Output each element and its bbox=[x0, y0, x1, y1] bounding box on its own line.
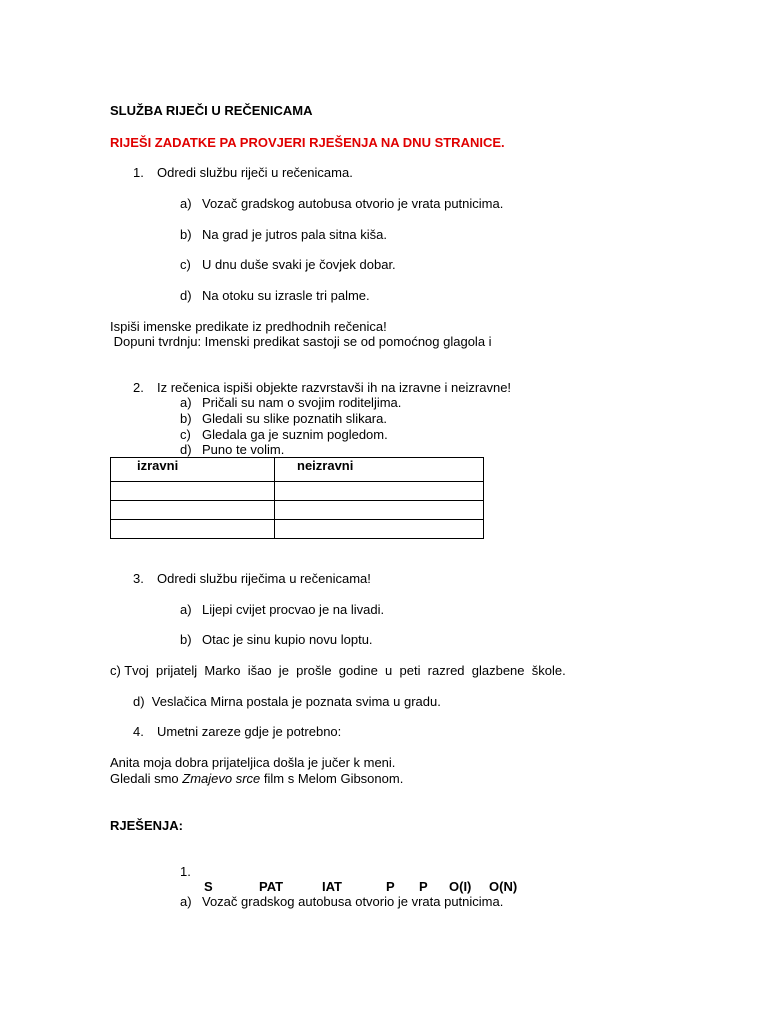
solutions-heading: RJEŠENJA: bbox=[110, 818, 183, 833]
header-neizravni: neizravni bbox=[275, 458, 484, 482]
item-text: Gledala ga je suznim pogledom. bbox=[202, 427, 388, 442]
item-text: Na grad je jutros pala sitna kiša. bbox=[202, 227, 387, 242]
table-cell[interactable] bbox=[111, 501, 275, 520]
item-text: Otac je sinu kupio novu loptu. bbox=[202, 632, 373, 647]
item-text: Vozač gradskog autobusa otvorio je vrata putnicima. bbox=[202, 894, 504, 909]
task-3-item-c: c) Tvoj prijatelj Marko išao je prošle godine u peti razred glazbene škole. bbox=[110, 663, 566, 678]
header-izravni: izravni bbox=[111, 458, 275, 482]
task-2 bbox=[133, 380, 511, 395]
table-row bbox=[111, 501, 484, 520]
item-text: U dnu duše svaki je čovjek dobar. bbox=[202, 257, 396, 272]
item-text: Lijepi cvijet procvao je na livadi. bbox=[202, 602, 385, 617]
task-number: 4. bbox=[133, 724, 144, 739]
table-cell[interactable] bbox=[111, 482, 275, 501]
line-text: film s Melom Gibsonom. bbox=[260, 771, 404, 786]
item-letter: b) bbox=[180, 227, 192, 242]
table-cell[interactable] bbox=[275, 520, 484, 539]
task-text: Odredi službu riječi u rečenicama. bbox=[157, 165, 353, 180]
task-text: Umetni zareze gdje je potrebno: bbox=[157, 724, 342, 739]
task-2-item-c bbox=[180, 427, 388, 442]
task-2-item-d bbox=[180, 442, 284, 457]
task-4 bbox=[133, 724, 341, 739]
task-1-item-a bbox=[180, 196, 503, 211]
task-3-item-a bbox=[180, 602, 384, 617]
task-number: 3. bbox=[133, 571, 144, 586]
task-number: 2. bbox=[133, 380, 144, 395]
objects-table bbox=[110, 457, 484, 539]
item-text: Na otoku su izrasle tri palme. bbox=[202, 288, 370, 303]
item-letter: d) bbox=[180, 288, 192, 303]
solution-number: 1. bbox=[180, 864, 191, 879]
task-3 bbox=[133, 571, 371, 586]
item-letter: a) bbox=[180, 196, 192, 211]
task-4-line-2 bbox=[110, 771, 403, 786]
item-text: Gledali su slike poznatih slikara. bbox=[202, 411, 387, 426]
item-letter: b) bbox=[180, 411, 192, 426]
table-header-row bbox=[111, 458, 484, 482]
solution-item-a bbox=[180, 894, 503, 909]
task-3-item-d: d) Veslačica Mirna postala je poznata svima u gradu. bbox=[133, 694, 441, 709]
table-cell[interactable] bbox=[275, 501, 484, 520]
task-1-note-1: Ispiši imenske predikate iz predhodnih rečenica! bbox=[110, 319, 387, 334]
line-text: Gledali smo bbox=[110, 771, 183, 786]
label-predicate-1: P bbox=[386, 879, 395, 894]
task-1 bbox=[133, 165, 353, 180]
table-cell[interactable] bbox=[111, 520, 275, 539]
table-row bbox=[111, 482, 484, 501]
page-title: SLUŽBA RIJEČI U REČENICAMA bbox=[110, 103, 313, 118]
task-2-item-a bbox=[180, 395, 401, 410]
item-text: Puno te volim. bbox=[202, 442, 285, 457]
task-2-item-b bbox=[180, 411, 387, 426]
task-1-note-2: Dopuni tvrdnju: Imenski predikat sastoji se od pomoćnog glagola i bbox=[110, 334, 492, 349]
task-text: Iz rečenica ispiši objekte razvrstavši ih na izravne i neizravne! bbox=[157, 380, 512, 395]
item-letter: a) bbox=[180, 894, 192, 909]
item-letter: a) bbox=[180, 395, 192, 410]
task-4-line-1: Anita moja dobra prijateljica došla je jučer k meni. bbox=[110, 755, 396, 770]
label-object-direct: O(I) bbox=[449, 879, 472, 894]
task-1-item-d bbox=[180, 288, 370, 303]
item-letter: c) bbox=[180, 427, 191, 442]
table-cell[interactable] bbox=[275, 482, 484, 501]
item-letter: d) bbox=[180, 442, 192, 457]
item-text: Pričali su nam o svojim roditeljima. bbox=[202, 395, 402, 410]
label-pat: PAT bbox=[259, 879, 284, 894]
label-object-indirect: O(N) bbox=[489, 879, 518, 894]
task-text: Odredi službu riječima u rečenicama! bbox=[157, 571, 371, 586]
film-title: Zmajevo srce bbox=[182, 771, 261, 786]
label-predicate-2: P bbox=[419, 879, 428, 894]
item-letter: a) bbox=[180, 602, 192, 617]
item-letter: b) bbox=[180, 632, 192, 647]
instruction-heading: RIJEŠI ZADATKE PA PROVJERI RJEŠENJA NA DNU STRANICE. bbox=[110, 135, 505, 150]
label-iat: IAT bbox=[322, 879, 342, 894]
task-1-item-c bbox=[180, 257, 396, 272]
item-letter: c) bbox=[180, 257, 191, 272]
task-number: 1. bbox=[133, 165, 144, 180]
label-subject: S bbox=[204, 879, 213, 894]
solution-labels bbox=[180, 879, 540, 894]
task-1-item-b bbox=[180, 227, 387, 242]
item-text: Vozač gradskog autobusa otvorio je vrata putnicima. bbox=[202, 196, 504, 211]
table-row bbox=[111, 520, 484, 539]
task-3-item-b bbox=[180, 632, 373, 647]
